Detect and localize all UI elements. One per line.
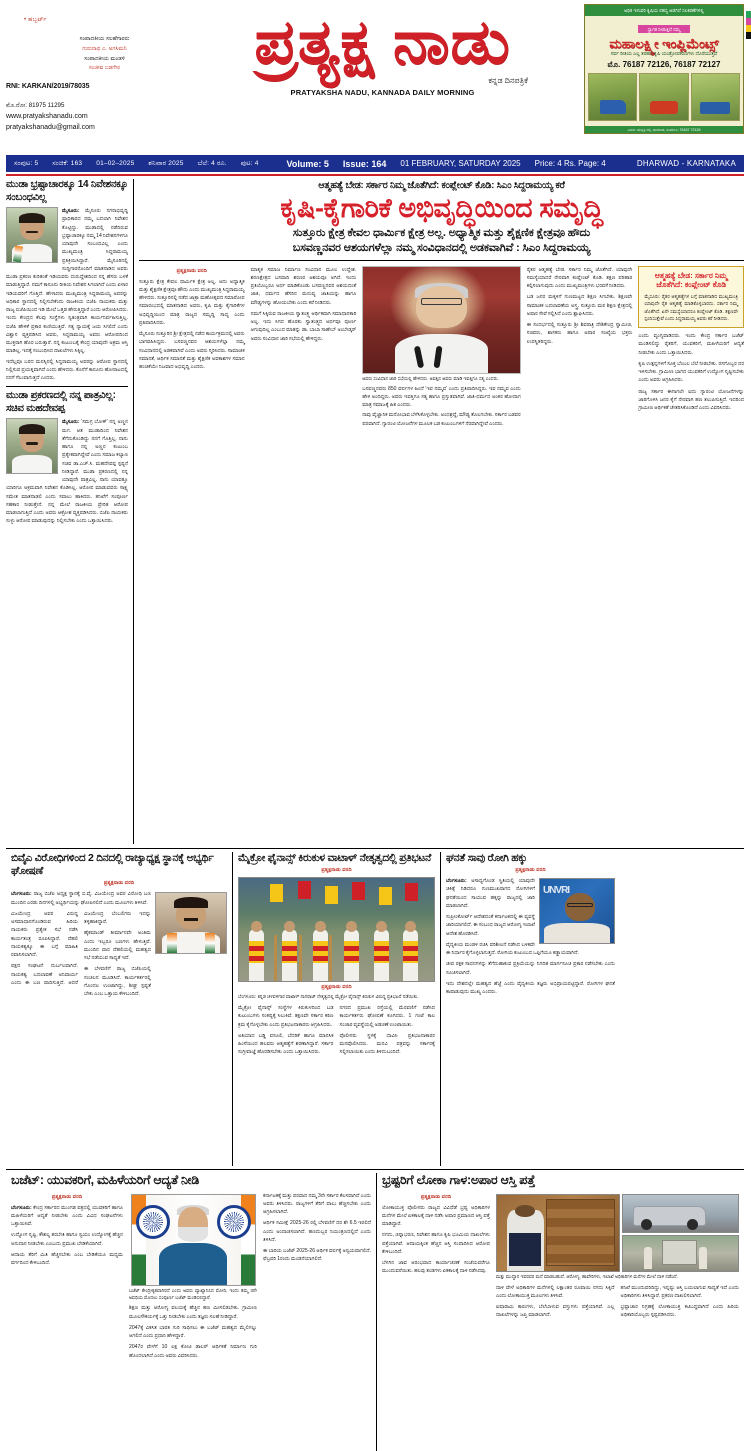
row2-story1-para-2: ವಿಜಯೇಂದ್ರ ಅವರ ವಿರುದ್ಧ ಅಸಮಾಧಾನಗೊಂಡಿರುವ ಹಿರಿಯ ನಾಯಕರು ಪ್ರತ್ಯೇಕ ಸಭೆ ನಡೆಸಿ ಕಾರ್ಯತಂತ್ರ ರೂಪಿಸಿದ್ದಾರೆ. ದೆಹಲಿ ನಾಯಕತ್ವಕ್ಕೂ ಈ ಬಗ್ಗೆ ಮಾಹಿತಿ ರವಾನಿಸಲಾಗಿದೆ.: [11, 910, 78, 958]
row3-story2-p1: ಲೋಕಾಯುಕ್ತ ಪೊಲೀಸರು ರಾಜ್ಯದ ವಿವಿಧೆಡೆ ಭ್ರಷ್ಟ ಅಧಿಕಾರಿಗಳ ಮನೆಗಳ ಮೇಲೆ ಏಕಕಾಲಕ್ಕೆ ದಾಳಿ ನಡೆಸಿ ಅಪಾರ ಪ್ರಮಾಣದ ಆಸ್ತಿ ಪತ್ತೆ ಮಾಡಿದ್ದಾರೆ.: [382, 1204, 490, 1228]
info-kn-issue: ಸಂಚಿಕೆ: 163: [52, 159, 83, 167]
row2-story2-para-2: ಅತಿಯಾದ ಬಡ್ಡಿ ವಸೂಲಿ, ಬೆದರಿಕೆ ಹಾಗೂ ಮಾನಸಿಕ ಹಿಂಸೆಯಿಂದ ಹಲವರು ಆತ್ಮಹತ್ಯೆಗೆ ಶರಣಾಗಿದ್ದಾರೆ. ಸರ್ಕಾರ ಸುಗ್ರೀವಾಜ್ಞೆ ಹೊರಡಿಸಬೇಕು ಎಂದು ಒತ್ತಾಯಿಸಿದರು.: [238, 1032, 334, 1056]
row3-story2-caption: ಮತ್ತು ಮುದ್ದಾನ ಇವರವರ ಮನೆ ಮಾಡಬಹುದೆ. ಆರೋಗ್ಯ, ಹಾವೇರಿಗಳು, ಇಲಾಖೆ ಅಧಿಕಾರಿಗಳ ಮನೆಗಳ ಮೇಲೆ ದಾಳಿ ನಡೆಸಿದೆ.: [496, 1273, 678, 1279]
row3-story1-p4: ಶಿಕ್ಷಣ ಮತ್ತು ಆರೋಗ್ಯ ವಲಯಕ್ಕೆ ಹೆಚ್ಚಿನ ಹಣ ಮೀಸಲಿಡಬೇಕು. ಗ್ರಾಮೀಣ ಮೂಲಸೌಕರ್ಯಕ್ಕೆ ಒತ್ತು ನೀಡಬೇಕು ಎಂದು ತಜ್ಞರು ಸಲಹೆ ನೀಡಿದ್ದಾರೆ.: [129, 1305, 257, 1320]
raid-photo-vehicles: [622, 1194, 739, 1234]
row3-story1-place: ಬೆಂಗಳೂರು:: [11, 1204, 32, 1211]
row3-story1-headline: ಬಜೆಟ್: ಯುವಕರಿಗೆ, ಮಹಿಳೆಯರಿಗೆ ಆದ್ಯತೆ ನೀಡಿ: [11, 1173, 199, 1187]
ad-ribbon: [585, 18, 743, 36]
row3-story1-p7: ಕರ್ನಾಟಕಕ್ಕೆ ಮತ್ತು ಪರವಾದ ನಮ್ಮ 3ನೇ ಸರ್ಕಾರ ಕೆಲಸವಾಗಿದೆ ಎಂದು ಅವರು ತಿಳಿಸಿದರು. ರಾಜ್ಯಗಳಿಗೆ ತೆರಿಗೆ ಪಾಲು ಹೆಚ್ಚಿಸಬೇಕು ಎಂದು ಆಗ್ರಹಿಸಲಾಗಿದೆ.: [263, 1192, 371, 1216]
row2-story3-byline: ಪ್ರತ್ಯಕ್ಷನಾಡು ವರದಿ: [515, 867, 546, 874]
left-story-1-photo: [6, 207, 58, 263]
registration-color-bar: [746, 11, 751, 39]
lokayukta-raid-photos: [496, 1194, 739, 1272]
row3-story2-p6: ತನಿಖೆ ಮುಂದುವರಿದಿದ್ದು, ಇನ್ನಷ್ಟು ಆಸ್ತಿ ಬಯಲಾಗುವ ಸಾಧ್ಯತೆ ಇದೆ ಎಂದು ಅಧಿಕಾರಿಗಳು ತಿಳಿಸಿದ್ದಾರೆ. ಪ್ರಕರಣ ದಾಖಲಿಸಲಾಗಿದೆ.: [620, 1284, 739, 1299]
row3-story1-p1: ಕೇಂದ್ರ ಸರ್ಕಾರದ ಮುಂಗಡ ಪತ್ರದಲ್ಲಿ ಯುವಕರಿಗೆ ಹಾಗೂ ಮಹಿಳೆಯರಿಗೆ ಆದ್ಯತೆ ನೀಡಬೇಕು ಎಂದು ವಿವಿಧ ಸಂಘಟನೆಗಳು ಒತ್ತಾಯಿಸಿವೆ.: [11, 1204, 123, 1228]
row2-story1-para-3: ಪಕ್ಷದ ಸಂಘಟನೆ ದುರ್ಬಲವಾಗಿದೆ. ನಾಯಕತ್ವ ಬದಲಾವಣೆ ಅನಿವಾರ್ಯ ಎಂದು ಈ ಬಣ ವಾದಿಸುತ್ತಿದೆ. ಆದರೆ ವಿಜಯೇಂದ್ರ ಬೆಂಬಲಿಗರು ಇದನ್ನು ತಳ್ಳಿಹಾಕಿದ್ದಾರೆ.: [11, 910, 151, 986]
lead-para-1: ಸುತ್ತೂರು ಕ್ಷೇತ್ರ ಕೇವಲ ಧಾರ್ಮಿಕ ಕ್ಷೇತ್ರ ಅಲ್ಲ. ಅದು ಅಧ್ಯಾತ್ಮಿಕ ಮತ್ತು ಶೈಕ್ಷಣಿಕ ಕ್ಷೇತ್ರವೂ ಹೌದು ಎಂದು ಮುಖ್ಯಮಂತ್ರಿ ಸಿದ್ದರಾಮಯ್ಯ ಹೇಳಿದರು. ಸುತ್ತೂರಿನಲ್ಲಿ ನಡೆದ ಜಾತ್ರಾ ಮಹೋತ್ಸವದ ಸಮಾರೋಪ ಸಮಾರಂಭದಲ್ಲಿ ಮಾತನಾಡಿದ ಅವರು, ಕೃಷಿ ಮತ್ತು ಕೈಗಾರಿಕೆಗಳ ಅಭಿವೃದ್ಧಿಯಿಂದ ಮಾತ್ರ ರಾಜ್ಯದ ಸಮೃದ್ಧಿ ಸಾಧ್ಯ ಎಂದು ಪ್ರತಿಪಾದಿಸಿದರು.: [139, 278, 245, 326]
row3-story2-col1: [382, 1192, 490, 1321]
row2-story1-body: [11, 910, 151, 999]
ad-product-photos: [585, 73, 743, 121]
row2-story3-place: ಬೆಂಗಳೂರು:: [446, 878, 467, 885]
left-story-1-text2: ಇದೆಲ್ಲವೂ ಬರದ ಮನಸ್ಸಿನಲ್ಲಿ ಸಿದ್ದರಾಮಯ್ಯ ಅವರನ್ನು ಆರೋಪ ಸ್ಥಾನದಲ್ಲಿ ನಿಲ್ಲಿಸುವ ಪ್ರಯತ್ನವಾಗಿದೆ ಎಂದು ಹೇಳಿದರು. ಕೊನೆಗೆ ಕಾನೂನು ಹೋರಾಟದಲ್ಲಿ ನನಗೆ ಗೆಲುವಾಗುತ್ತದೆ ಎಂದರು.: [6, 358, 128, 381]
info-kn-month: ಶನಿವಾರ 2025: [148, 159, 184, 167]
ad-title: ಮಹಾಲಕ್ಷ್ಮೀ ಇಂಪ್ಲಿಮೆಂಟ್ಸ್: [609, 35, 719, 51]
row2-story3-para-1: ಅಸಾಧ್ಯಗೊಂಡ ಸ್ಥಿತಿಯಲ್ಲಿ ಯಾವುದೇ ಚಿಕಿತ್ಸೆ ನಿಡಿದರೂ ಗುಣಮುಖರಾಗದ ರೋಗಿಗಳಿಗೆ ಘನತೆಯಿಂದ ಸಾಯುವ ಹಕ್ಕನ್ನು ರಾಜ್ಯದಲ್ಲಿ ಜಾರಿ ಮಾಡಲಾಗಿದೆ.: [446, 878, 535, 909]
ad-description: ಸರ್ವ ರೀತಿಯ ಎಲ್ಲ ತರಹದ ಕೃಷಿ ಯಂತ್ರೋಪಕರಣಗಳು ದೊರೆಯುತ್ತವೆ: [610, 51, 718, 57]
info-region: DHARWAD - KARNATAKA: [636, 159, 736, 168]
lead-subhead-1: ಸುತ್ತೂರು ಕ್ಷೇತ್ರ ಕೇವಲ ಧಾರ್ಮಿಕ ಕ್ಷೇತ್ರ ಅಲ್ಲ. ಅಧ್ಯಾತ್ಮಿಕ ಮತ್ತು ಶೈಕ್ಷಣಿಕ ಕ್ಷೇತ್ರವೂ ಹೌದು: [292, 226, 591, 239]
row3-story1-col2: [129, 1192, 257, 1360]
modi-photo: [131, 1194, 256, 1286]
masthead-advertisement[interactable]: [584, 4, 744, 134]
left-divider: [6, 386, 128, 387]
highlight-box-headline: ಆತ್ಮಹತ್ಯೆ ಬೇಡ: ಸರ್ಕಾರ ನಿಮ್ಮ ಜೊತೆಗಿದೆ: ಕಂಪ್ಲೇಂಟ್ ಕೊಡಿ: [654, 270, 728, 290]
row3-story2-col2: [496, 1192, 739, 1321]
row3-story-lokayukta[interactable]: [376, 1173, 744, 1451]
lead-body-columns: [139, 266, 744, 428]
info-issue: Issue: 164: [342, 158, 387, 169]
row2-story2-photo-byline: ಪ್ರತ್ಯಕ್ಷನಾಡು ವರದಿ: [321, 984, 352, 991]
row2-story2-para-1: ಮೈಕ್ರೋ ಫೈನಾನ್ಸ್ ಸಂಸ್ಥೆಗಳ ಕಿರುಕುಳದಿಂದ ಬಡ ಕುಟುಂಬಗಳು ಸಂಕಷ್ಟಕ್ಕೆ ಸಿಲುಕಿವೆ. ತಕ್ಷಣವೇ ಸರ್ಕಾರ ಕಠಿಣ ಕ್ರಮ ಕೈಗೊಳ್ಳಬೇಕು ಎಂದು ಪ್ರತಿಭಟನಾಕಾರರು ಆಗ್ರಹಿಸಿದರು.: [238, 1005, 334, 1028]
row2-story2-byline: ಪ್ರತ್ಯಕ್ಷನಾಡು ವರದಿ: [321, 867, 352, 874]
left-story-2-photo: [6, 418, 58, 474]
row3-story2-p4: ದಾಳಿ ವೇಳೆ ಅಧಿಕಾರಿಗಳ ಮನೆಗಳಲ್ಲಿ ಲಕ್ಷಾಂತರ ರೂಪಾಯಿ ನಗದು ಸಿಕ್ಕಿದೆ ಎಂದು ಲೋಕಾಯುಕ್ತ ಮೂಲಗಳು ತಿಳಿಸಿವೆ.: [496, 1284, 615, 1299]
row3-story-budget[interactable]: [6, 1173, 376, 1451]
row2-story-microfinance[interactable]: [232, 852, 440, 1166]
protest-photo: [238, 877, 435, 982]
row2-story1-byline: ಪ್ರತ್ಯಕ್ಷನಾಡು ವರದಿ: [103, 880, 135, 887]
newspaper-logo: ಪ್ರತ್ಯಕ್ಷ ನಾಡು: [254, 8, 511, 77]
row3-story2-byline: ಪ್ರತ್ಯಕ್ಷನಾಡು ವರದಿ: [420, 1193, 452, 1200]
row3-story1-p9: ಈ ಬಾರಿಯ ಬಜೆಟ್ 2025-26 ಆರ್ಥಿಕ ವರ್ಷಕ್ಕೆ ಅನ್ವಯವಾಗಲಿದೆ. ಫೆಬ್ರವರಿ 1ರಂದು ಮಂಡನೆಯಾಗಲಿದೆ.: [263, 1248, 371, 1263]
lead-col-1: [139, 266, 245, 428]
row2-story2-caption: ಬೆಂಗಳೂರು: ಕನ್ನಡ ಚಳವಳಿಗಾರ ವಾಟಾಳ್ ನಾಗರಾಜ್ ನೇತೃತ್ವದಲ್ಲಿ ಮೈಕ್ರೋ ಫೈನಾನ್ಸ್ ಕಿರುಕುಳ ವಿರುದ್ಧ ಪ್ರತಿಭಟನೆ ನಡೆಯಿತು.: [238, 994, 419, 1000]
row3-story1-p2: ಉದ್ಯೋಗ ಸೃಷ್ಟಿ, ಕೌಶಲ್ಯ ತರಬೇತಿ ಹಾಗೂ ಸ್ವಯಂ ಉದ್ಯೋಗಕ್ಕೆ ಹೆಚ್ಚಿನ ಅನುದಾನ ನೀಡಬೇಕು ಎಂಬುದು ಪ್ರಮುಖ ಬೇಡಿಕೆಯಾಗಿದೆ.: [11, 1232, 123, 1247]
row3-story2-p7: ಭ್ರಷ್ಟಾಚಾರ ನಿಗ್ರಹಕ್ಕೆ ಲೋಕಾಯುಕ್ತ ಕಟಿಬದ್ಧವಾಗಿದೆ ಎಂದು ಹಿರಿಯ ಅಧಿಕಾರಿಯೊಬ್ಬರು ಸ್ಪಷ್ಟಪಡಿಸಿದರು.: [620, 1304, 739, 1319]
contact-phone: ಮೊ.ನೋ: 81975 11295: [6, 101, 65, 109]
lead-col-2: [251, 266, 357, 428]
row3-story1-byline: ಪ್ರತ್ಯಕ್ಷನಾಡು ವರದಿ: [51, 1193, 83, 1200]
editor-role-1: ಸಂಪಾದಕೀಯ ಸಲಹೆಗಾರರು: [79, 36, 130, 42]
row2-story1-para-4: ಹೈಕಮಾಂಡ್ ತೀರ್ಮಾನವೇ ಅಂತಿಮ ಎಂದು ಇಬ್ಬರೂ ಬಣಗಳು ಹೇಳುತ್ತಿವೆ. ಮುಂದಿನ ವಾರ ದೆಹಲಿಯಲ್ಲಿ ಮಹತ್ವದ ಸಭೆ ನಡೆಯುವ ಸಾಧ್ಯತೆ ಇದೆ.: [84, 930, 151, 961]
row2-story3-para-3: ವೈದ್ಯಕೀಯ ಮಂಡಳಿ ರಚಿಸಿ ಪರಿಶೀಲನೆ ನಡೆಸಿದ ಬಳಿಕವೇ ಈ ನಿರ್ಧಾರ ಕೈಗೊಳ್ಳಲಾಗುತ್ತದೆ. ರೋಗಿಯ ಕುಟುಂಬದ ಒಪ್ಪಿಗೆಯೂ ಕಡ್ಡಾಯವಾಗಿದೆ.: [446, 941, 579, 957]
contact-email[interactable]: pratyakshanadu@gmail.com: [6, 124, 95, 132]
row3-story1-caption: ಬಜೆಟ್ ಕೇಂದ್ರೀಕೃತವಾಗಿರದೆ ಎಂದು ಅವರು ವ್ಯಾಖ್ಯಾನಿಸಿದ ಮೋದಿ, ಇಂದು ತಮ್ಮ 3ನೇ ಅವಧಿಯ ಮೊದಲು ಸಂಪೂರ್ಣ ಬಜೆಟ್ ಮಂಡಿಸಲಿದ್ದಾರೆ.: [129, 1287, 257, 1300]
row3-story1-p3: ಆದಾಯ ತೆರಿಗೆ ಮಿತಿ ಹೆಚ್ಚಿಸಬೇಕು ಎಂಬ ಬೇಡಿಕೆಯೂ ಮಧ್ಯಮ ವರ್ಗದಿಂದ ಕೇಳಿಬಂದಿದೆ.: [11, 1251, 123, 1267]
lead-subhead-2: ಬಸವಣ್ಣನವರ ಆಶಯಗಳೆಲ್ಲಾ ನಮ್ಮ ಸಂವಿಧಾನದಲ್ಲಿ ಅಡಕವಾಗಿವೆ : ಸಿಎಂ ಸಿದ್ದರಾಮಯ್ಯ: [292, 242, 591, 255]
row2-story2-headline: ಮೈಕ್ರೋ ಫೈನಾನ್ಸ್ ಕಿರುಕುಳ ವಾಟಾಳ್ ನೇತೃತ್ವದಲ್ಲಿ ಪ್ರತಿಭಟನೆ: [238, 852, 432, 864]
lead-divider: [139, 260, 744, 261]
left-story-1-text: ಮೈಸೂರು ನಗರಾಭಿವೃದ್ಧಿ ಪ್ರಾಧಿಕಾರದ ನಮ್ಮ ಬದಲಾಗಿ ನಿವೇಶನ ಕೊಟ್ಟಿದ್ದು. ಮುಡಾದಲ್ಲಿ ನಡೆದಿರುವ ಭ್ರಷ್ಟಾಚಾರಕ್ಕೂ ನಮ್ಮ 14 ನಿವೇಶನಗಳಿಗೂ ಯಾವುದೇ ಸಂಬಂಧವಿಲ್ಲ ಎಂದು ಮುಖ್ಯಮಂತ್ರಿ ಸಿದ್ದರಾಮಯ್ಯ ಪ್ರತಿಕ್ರಿಯಿಸಿದ್ದಾರೆ. ಮೈಸೂರಿನಲ್ಲಿ ಸುದ್ದಿಗಾರರೊಂದಿಗೆ ಮಾತನಾಡಿದ ಅವರು ಮುಡಾ ಪ್ರಕರಣ ಕುರಿತಂತೆ ಇಡಿಯವರು ದುರುದ್ದೇಶದಿಂದ ನನ್ನ ಹೆಸರು ಬಳಕೆ ಮಾಡುತ್ತಿದ್ದಾರೆ. ನಮಗೆ ಕಾನೂನು ರೀತಿಯ ನಿವೇಶನ ಸಿಗಲಾಗಿದೆ ಎಂದು ಏಳಾರ ಇಡಿಯವರಿಗೆ ಗೊತ್ತಿದೆ. ಹೇಳಾದರು ಮುಖ್ಯಮಂತ್ರಿ ಸಿದ್ದರಾಮಯ್ಯ ಅವರನ್ನು ಅಧಿಕಾರ ಸ್ಥಾನದಲ್ಲಿ ನಿಲ್ಲಿಸಬೇಕೆಂದು ರಾಜಕೀಯ ಬಿಜೆಪಿ ನಾಯಕರು ಮತ್ತು ರಾಜ್ಯ ಬಿಜೆಪಿಯಿಂದ ಇಡಿ ಮೇಲೆ ಒತ್ತಡ ಹೇರುತ್ತಿದ್ದಾರೆ ಎಂದು ಆರೋಪಿಸಿದರು. ಇಂದು ಕೇಂದ್ರದ ಕೆಲವು ಸಂಸ್ಥೆಗಳು ಸ್ವತಂತ್ರವಾಗಿ ಕಾರ್ಯನಿರ್ವಹಿಸುತ್ತಿಲ್ಲ. ಬಿಜೆಪಿ ಹೇಳಿಕೆ ಪ್ರಕಾರ ಕುಣಿಯುತ್ತಿವೆ. ಸತ್ಯ ನ್ಯಾಯಕ್ಕೆ ಜಯ ಸಿಗಲಿದೆ ಎಂದು ವಿಶ್ವಾಸ ವ್ಯಕ್ತಪಡಿಸಿದ ಅವರು, ಸಿದ್ದರಾಮಯ್ಯ ಅವರು ಆರೋಪದಿಂದ ಮುಕ್ತರಾಗಿ ಹೊರ ಬರುತ್ತಾರೆ. ನನ್ನ ಕುಟುಂಬಕ್ಕೆ ಕೇಂದ್ರ ಯಾವುದೇ ಅಕ್ರಮ ಆಸ್ತಿ ಮಾಡಿಲ್ಲ. ಇದಕ್ಕೆ ಸಂಬಂಧಿಸಿದ ದಾಖಲೆಗಳು ಸಿಕ್ಕಿಲ್ಲ.: [6, 208, 128, 355]
lead-col-3: [362, 266, 520, 428]
speaker-photo: UNVRI: [539, 878, 615, 944]
left-story-2[interactable]: [6, 390, 128, 525]
row2-story2-para-3: ನಗರದ ಪ್ರಮುಖ ರಸ್ತೆಯಲ್ಲಿ ಮೆರವಣಿಗೆ ನಡೆಸಿದ ಕಾರ್ಯಕರ್ತರು ಘೋಷಣೆ ಕೂಗಿದರು. 1 ಗಂಟೆ ಕಾಲ ಸಂಚಾರ ವ್ಯವಸ್ಥೆಯಲ್ಲಿ ಅಡಚಣೆ ಉಂಟಾಯಿತು.: [339, 1005, 435, 1028]
left-sidebar-column: [6, 179, 134, 844]
ad-phone-numbers: 76187 72126, 76187 72127: [622, 60, 721, 70]
ad-photo-trailer: [691, 73, 740, 121]
logo-subtitle-english: PRATYAKSHA NADU, KANNADA DAILY MORNING: [290, 88, 475, 98]
lead-para-8: ಬಡ ಜನರ ಮಕ್ಕಳಿಗೆ ಗುಣಮಟ್ಟದ ಶಿಕ್ಷಣ ಸಿಗಬೇಕು. ಶಿಕ್ಷಣವೇ ಸಾಮಾಜಿಕ ಬದಲಾವಣೆಯ ಅಸ್ತ್ರ. ಸುತ್ತೂರು ಮಠ ಶಿಕ್ಷಣ ಕ್ಷೇತ್ರದಲ್ಲಿ ಅಪಾರ ಸೇವೆ ಸಲ್ಲಿಸಿದೆ ಎಂದು ಶ್ಲಾಘಿಸಿದರು.: [526, 294, 633, 317]
info-kn-pages: ಪುಟ: 4: [240, 159, 259, 167]
logo-subtitle-kannada: ಕನ್ನಡ ದಿನಪತ್ರಿಕೆ: [488, 76, 528, 86]
lead-para-7: ರೈತರ ಆತ್ಮಹತ್ಯೆ ಬೇಡ. ಸರ್ಕಾರ ನಿಮ್ಮ ಜೊತೆಗಿದೆ. ಯಾವುದೇ ಸಮಸ್ಯೆಯಾದರೆ ನೇರವಾಗಿ ಕಂಪ್ಲೇಂಟ್ ಕೊಡಿ. ತಕ್ಷಣ ಪರಿಹಾರ ಕಲ್ಪಿಸಲಾಗುವುದು ಎಂದು ಮುಖ್ಯಮಂತ್ರಿಗಳು ಭರವಸೆ ನೀಡಿದರು.: [526, 266, 633, 290]
row2-story2-body: [238, 1004, 435, 1058]
lead-para-5: ಬಸವಣ್ಣನವರು 850 ವರ್ಷಗಳ ಹಿಂದೆ 'ಇವ ನಮ್ಮವ' ಎಂದು ಪ್ರತಿಪಾದಿಸಿದ್ದರು. ಇವ ನಮ್ಮವ ಎಂದು ಹೇಳಿ ಅಂದಿದ್ದರು. ಅವರು ಇವತ್ತಿಗೂ ಸತ್ಯ ಹಾಗೂ ಪ್ರಸ್ತುತವಾಗಿವೆ. ಜಾತಿ-ಧರ್ಮದ ಅಂತರ ಹೋದಾಗ ಮಾತ್ರ ಸಮಾಜಕ್ಕೆ ಹಿತ ಎಂದರು.: [362, 385, 521, 409]
masthead-bullet: • ಹಬ್ಬರ್ಟ್: [24, 17, 47, 23]
masthead-editorial-block: [6, 35, 181, 74]
main-content-row: [6, 179, 744, 844]
lead-para-4: ನಮಗೆ ಸಿಕ್ಕಿರುವ ರಾಜಕೀಯ ಸ್ವಾತಂತ್ರ್ಯ ಆರ್ಥಿಕವಾಗಿ ಸಮಾಧಾನಕಾರಿ ಅಲ್ಲ. ಇದು ಸಿಗದ ಹೊರತು ಸ್ವಾತಂತ್ರ್ಯದ ಅರ್ಥವೂ ಪೂರ್ಣ ಆಗುವುದಿಲ್ಲ ಎಂಬುದ ಮಾತನ್ನು ಡಾ. ಬಾಬಾ ಸಾಹೇಬ್ ಅಂಬೇಡ್ಕರ್ ಅವರು ಸಂವಿಧಾನ ಜಾರಿ ಸಭೆಯಲ್ಲಿ ಹೇಳಿದ್ದರು.: [250, 310, 357, 342]
row2-story3-headline: ಘನತೆ ಸಾವು ರೋಗಿ ಹಕ್ಕು: [446, 852, 528, 864]
row3-story1-p5: 2047ಕ್ಕೆ ವಿಕಸಿತ ಭಾರತ ಗುರಿ ಸಾಧಿಸಲು ಈ ಬಜೆಟ್ ಮಹತ್ವದ ಮೈಲಿಗಲ್ಲು ಆಗಲಿದೆ ಎಂದು ಪ್ರಧಾನಿ ಹೇಳಿದ್ದಾರೆ.: [129, 1324, 257, 1340]
ad-phone: [585, 60, 743, 70]
left-story-1-headline: ಮುಡಾ ಭ್ರಷ್ಟಾಚಾರಕ್ಕೂ 14 ನಿವೇಶನಕ್ಕೂ ಸಂಬಂಧವಿಲ್ಲ: [6, 179, 128, 203]
row2-story1-place: ಬೆಂಗಳೂರು:: [11, 891, 32, 898]
cm-siddaramaiah-photo: [362, 266, 520, 374]
lead-para-6: ನಾವು ವೈಜ್ಞಾನಿಕ ಮನೋಭಾವ ಬೆಳೆಸಿಕೊಳ್ಳಬೇಕು. ಅಂಧಶ್ರದ್ಧೆ, ಮೌಢ್ಯ ತೊಲಗಬೇಕು. ಸರ್ಕಾರ ಬಡವರ ಪರವಾಗಿದೆ. ಗ್ಯಾರಂಟಿ ಯೋಜನೆಗಳ ಮೂಲಕ ಬಡ ಕುಟುಂಬಗಳಿಗೆ ನೆರವಾಗಿದ್ದೇವೆ ಎಂದರು.: [362, 412, 521, 427]
left-story-1-place: ಮೈಸೂರು:: [62, 208, 80, 214]
info-date: 01 FEBRUARY, SATURDAY 2025: [400, 159, 521, 168]
left-story-1[interactable]: [6, 179, 128, 382]
secondary-stories-row: [6, 848, 744, 1166]
info-volume: Volume: 5: [286, 158, 329, 169]
row3-story2-headline: ಭ್ರಷ್ಟರಿಗೆ ಲೋಕಾ ಗಾಳ:ಅಪಾರ ಆಸ್ತಿ ಪತ್ತೆ: [382, 1173, 536, 1187]
editor-name-2: ಸಂಜೀವ ಬಡಗೇರ: [88, 65, 121, 72]
editor-role-2: ಸಂಪಾದಕೀಯ ಮಂಡಳಿ: [84, 55, 125, 62]
info-price: Price: 4 Rs. Page: 4: [534, 159, 606, 168]
info-kn-volume: ಸಂಪುಟ: 5: [14, 159, 39, 167]
row2-story2-para-4: ಪೊಲೀಸರು ಸ್ಥಳಕ್ಕೆ ಧಾವಿಸಿ ಪ್ರತಿಭಟನಾಕಾರರ ಮನವೊಲಿಸಿದರು. ಮನವಿ ಪತ್ರವನ್ನು ಸರ್ಕಾರಕ್ಕೆ ಸಲ್ಲಿಸಲಾಯಿತು ಎಂದು ತಿಳಿದುಬಂದಿದೆ.: [339, 1032, 435, 1056]
row3-story2-p3: ಬೆಳಗಿನ ಜಾವ ಆರಂಭವಾದ ಕಾರ್ಯಾಚರಣೆ ಸಂಜೆಯವರೆಗೂ ಮುಂದುವರೆಯಿತು. ಹಲವು ತಂಡಗಳು ಏಕಕಾಲಕ್ಕೆ ದಾಳಿ ನಡೆಸಿದವು.: [382, 1260, 490, 1275]
lead-para-2: ಮೈಸೂರು ಸುತ್ತೂರಿನ ಶ್ರೀ ಕ್ಷೇತ್ರದಲ್ಲಿ ನಡೆದ ಕಾರ್ಯಕ್ರಮದಲ್ಲಿ ಅವರು ಭಾಗವಹಿಸಿದ್ದರು. ಬಸವಣ್ಣನವರ ಆಶಯಗಳೆಲ್ಲಾ ನಮ್ಮ ಸಂವಿಧಾನದಲ್ಲಿ ಅಡಕವಾಗಿವೆ ಎಂದು ಅವರು ಸ್ಮರಿಸಿದರು. ಸಾಮಾಜಿಕ ಸಮಾನತೆ, ಆರ್ಥಿಕ ಸಮಾನತೆ ಮತ್ತು ಶೈಕ್ಷಣಿಕ ಅವಕಾಶಗಳ ಸಮಾನ ಹಂಚಿಕೆಯೇ ನಿಜವಾದ ಅಭಿವೃದ್ಧಿ ಎಂದರು.: [139, 331, 245, 371]
row3-story1-col1: [11, 1192, 123, 1360]
row3-story1-p6: 2047ರ ವೇಳೆಗೆ 10 ಲಕ್ಷ ಕೋಟಿ ಡಾಲರ್ ಆರ್ಥಿಕತೆ ನಿರ್ಮಾಣ ಗುರಿ ಹೊಂದಲಾಗಿದೆ ಎಂದು ಅವರು ವಿವರಿಸಿದರು.: [129, 1344, 257, 1359]
bjp-leader-photo: [155, 892, 227, 954]
ad-photo-rotavator: [639, 73, 688, 121]
issue-info-bar: [6, 155, 744, 172]
row2-story-dignified-death[interactable]: [440, 852, 620, 1166]
highlight-box-text: ಮೈಸೂರು: ರೈತರ ಆತ್ಮಹತ್ಯೆಗಳ ಬಗ್ಗೆ ಮಾತನಾಡಿದ ಮುಖ್ಯಮಂತ್ರಿ ಯಾವುದೇ ರೈತ ಆತ್ಮಹತ್ಯೆ ಮಾಡಿಕೊಳ್ಳಬಾರದು. ಸರ್ಕಾರ ನಿಮ್ಮ ಜೊತೆಗಿದೆ. ಏನೇ ಸಮಸ್ಯೆಯಾದರೂ ಕಂಪ್ಲೇಂಟ್ ಕೊಡಿ. ತಕ್ಷಣವೇ ಸ್ಪಂದಿಸುತ್ತೇವೆ ಎಂದು ಸಿದ್ದರಾಮಯ್ಯ ಅವರು ಕರೆ ನೀಡಿದರು.: [644, 293, 739, 322]
editor-name-1: ಗುರುನಾಥ ಎ. ಅಗಸಿಮನಿ: [82, 45, 127, 52]
raid-photo-gate: [622, 1235, 739, 1271]
row3-story2-p5: ಐಷಾರಾಮಿ ಕಾರುಗಳು, ಬೆಲೆಬಾಳುವ ವಸ್ತುಗಳು ಪತ್ತೆಯಾಗಿವೆ. ಎಲ್ಲ ದಾಖಲೆಗಳನ್ನು ಜಪ್ತಿ ಮಾಡಲಾಗಿದೆ.: [496, 1304, 615, 1319]
lead-col-5-sidebar: [638, 266, 744, 428]
masthead-left-info: [6, 4, 181, 134]
ad-phone-label: ಮೊ.: [607, 60, 621, 70]
left-story-2-text: 'ಸಮಗ್ರ ಬೋಕ್' ನನ್ನ ಅಣ್ಣನ ಮಗ. ಆತ ಮುಡಾದಿಂದ ನಿವೇಶನ ತೆಗೆದುಕೊಂಡಿದ್ದು ನನಗೆ ಗೊತ್ತಿಲ್ಲ. ನಾನು ಹಾಗೂ ನನ್ನ ಅಣ್ಣನ ಕುಟುಂಬ ಪ್ರತ್ಯೇಕವಾಗಿದ್ದೇವೆ ಎಂದು ಸಮಾಜ ಕಲ್ಯಾಣ ಸಚಿವ ಡಾ.ಎಚ್.ಸಿ. ಮಹದೇವಪ್ಪ ಸ್ಪಷ್ಟನೆ ನೀಡಿದ್ದಾರೆ. ಮುಡಾ ಪ್ರಕರಣದಲ್ಲಿ ನನ್ನ ಯಾವುದೇ ಪಾತ್ರವಿಲ್ಲ. ನಾನು ಯಾವತ್ತೂ ಯಾರಿಗೂ ಅಕ್ರಮವಾಗಿ ನಿವೇಶನ ಕೊಡಿಸಿಲ್ಲ. ಆರೋಪ ಮಾಡುವವರು ಸಾಕ್ಷ್ಯ ಸಮೇತ ಮಾತನಾಡಲಿ ಎಂದು ಸವಾಲು ಹಾಕಿದರು. ತನಿಖೆಗೆ ಸಂಪೂರ್ಣ ಸಹಕಾರ ನೀಡುತ್ತೇನೆ. ನನ್ನ ಮೇಲೆ ರಾಜಕೀಯ ಪ್ರೇರಿತ ಆರೋಪ ಮಾಡಲಾಗುತ್ತಿದೆ ಎಂದು ಅವರು ಆಕ್ರೋಶ ವ್ಯಕ್ತಪಡಿಸಿದರು. ಬಿಜೆಪಿ ನಾಯಕರು ಸುಳ್ಳು ಆರೋಪ ಮಾಡುವುದನ್ನು ನಿಲ್ಲಿಸಬೇಕು ಎಂದು ಒತ್ತಾಯಿಸಿದರು.: [6, 419, 128, 525]
row2-story1-para-1: ರಾಜ್ಯ ಬಿಜೆಪಿ ಅಧ್ಯಕ್ಷ ಸ್ಥಾನಕ್ಕೆ ಬಿ.ವೈ. ವಿಜಯೇಂದ್ರ ಅವರ ವಿರೋಧಿ ಬಣ ಮುಂದಿನ ಎರಡು ದಿನಗಳಲ್ಲಿ ಅಭ್ಯರ್ಥಿಯನ್ನು ಘೋಷಿಸಲಿದೆ ಎಂದು ಮೂಲಗಳು ತಿಳಿಸಿವೆ.: [11, 891, 151, 906]
row3-story1-col3: [263, 1192, 371, 1360]
masthead-rule: [6, 174, 744, 176]
lead-story-area: [134, 179, 744, 844]
contact-website[interactable]: www.pratyakshanadu.com: [6, 112, 88, 120]
row3-story2-body: [496, 1284, 739, 1322]
rni-number: RNI: KARKAN/2019/78035: [6, 83, 90, 91]
lead-byline: ಪ್ರತ್ಯಕ್ಷನಾಡು ವರದಿ: [176, 267, 207, 274]
info-kn-price: ಬೆಲೆ: 4 ರೂ.: [197, 159, 227, 167]
lead-headline: ಕೃಷಿ-ಕೈಗಾರಿಕೆ ಅಭಿವೃದ್ಧಿಯಿಂದ ಸಮೃದ್ಧಿ: [280, 192, 603, 223]
row3-story2-p2: ನಗದು, ಚಿನ್ನಾಭರಣ, ನಿವೇಶನ ಹಾಗೂ ಕೃಷಿ ಭೂಮಿಯ ದಾಖಲೆಗಳು ಪತ್ತೆಯಾಗಿವೆ. ಆದಾಯಕ್ಕಿಂತ ಹೆಚ್ಚಿನ ಆಸ್ತಿ ಸಂಪಾದಿಸಿದ ಆರೋಪ ಕೇಳಿಬಂದಿದೆ.: [382, 1232, 490, 1255]
masthead-contact: [6, 101, 181, 134]
lead-sidebar-para-3: ರಾಜ್ಯ ಸರ್ಕಾರ ಈಗಾಗಲೇ ಐದು ಗ್ಯಾರಂಟಿ ಯೋಜನೆಗಳನ್ನು ಜಾರಿಗೊಳಿಸಿ ಜನರ ಕೈಗೆ ನೇರವಾಗಿ ಹಣ ತಲುಪಿಸುತ್ತಿದೆ. ಇದರಿಂದ ಗ್ರಾಮೀಣ ಆರ್ಥಿಕತೆ ಚೇತರಿಸಿಕೊಂಡಿದೆ ಎಂದು ವಿವರಿಸಿದರು.: [638, 388, 745, 412]
row2-story1-para-5: ಈ ಬೆಳವಣಿಗೆ ರಾಜ್ಯ ಬಿಜೆಪಿಯಲ್ಲಿ ಸಂಚಲನ ಮೂಡಿಸಿದೆ. ಕಾರ್ಯಕರ್ತರಲ್ಲಿ ಗೊಂದಲ ಉಂಟಾಗಿದ್ದು, ಶೀಘ್ರ ಸ್ಪಷ್ಟತೆ ಬೇಕು ಎಂಬ ಒತ್ತಾಯ ಕೇಳಿಬಂದಿದೆ.: [84, 966, 151, 997]
ad-ribbon-text: ಸ್ವಾಗತ ನೀಡುತ್ತಿದೆ ನಮ್ಮ: [638, 25, 691, 33]
lead-kicker: ಆತ್ಮಹತ್ಯೆ ಬೇಡ: ಸರ್ಕಾರ ನಿಮ್ಮ ಜೊತೆಗಿದೆ: ಕಂಪ್ಲೇಂಟ್ ಕೊಡಿ: ಸಿಎಂ ಸಿದ್ದರಾಮಯ್ಯ ಕರೆ: [318, 179, 565, 190]
row2-story3-para-5: ಇದು ದೇಶದಲ್ಲೇ ಮಹತ್ವದ ಹೆಜ್ಜೆ ಎಂದು ವೈದ್ಯಕೀಯ ತಜ್ಞರು ಅಭಿಪ್ರಾಯಪಟ್ಟಿದ್ದಾರೆ. ರೋಗಿಗಳ ಘನತೆ ಕಾಪಾಡುವುದು ಮುಖ್ಯ ಎಂದರು.: [446, 980, 615, 996]
masthead-center: [181, 4, 584, 97]
lead-sidebar-para-2: ಕೃಷಿ ಉತ್ಪನ್ನಗಳಿಗೆ ಸೂಕ್ತ ಬೆಂಬಲ ಬೆಲೆ ನೀಡಬೇಕು. ರಸಗೊಬ್ಬರ ದರ ಇಳಿಸಬೇಕು. ಗ್ರಾಮೀಣ ಭಾಗದ ಯುವಕರಿಗೆ ಉದ್ಯೋಗ ಸೃಷ್ಟಿಸಬೇಕು ಎಂದು ಅವರು ಆಗ್ರಹಿಸಿದರು.: [638, 360, 745, 384]
row2-story3-para-4: ಜೀವ ರಕ್ಷಕ ಸಾಧನಗಳನ್ನು ತೆಗೆದುಹಾಕುವ ಪ್ರಕ್ರಿಯೆಯನ್ನು ನಿಗದಿತ ಮಾರ್ಗಸೂಚಿ ಪ್ರಕಾರ ನಡೆಸಬೇಕು ಎಂದು ಸೂಚಿಸಲಾಗಿದೆ.: [446, 961, 615, 976]
ad-footer: ವಿಳಾಸ: ಹುಬ್ಬಳ್ಳಿ ರಸ್ತೆ, ಧಾರವಾಡ, ಸಂಪರ್ಕಿಸಿ: 76187 72126: [585, 126, 743, 133]
lead-sidebar-para-1: ಎಂದು ವ್ಯಂಗ್ಯವಾಡಿದರು. ಇಂದು ಕೇಂದ್ರ ಸರ್ಕಾರ ಬಜೆಟ್ ಮಂಡಿಸಲಿದ್ದು ರೈತರಿಗೆ, ಯುವಕರಿಗೆ, ಮಹಿಳೆಯರಿಗೆ ಆದ್ಯತೆ ನೀಡಬೇಕು ಎಂದು ಒತ್ತಾಯಿಸಿದರು.: [638, 333, 745, 356]
lead-para-9: ಈ ಸಂದರ್ಭದಲ್ಲಿ ಸುತ್ತೂರು ಶ್ರೀ ಶಿವರಾತ್ರಿ ದೇಶಿಕೇಂದ್ರ ಸ್ವಾಮೀಜಿ, ಸಚಿವರು, ಶಾಸಕರು ಹಾಗೂ ಅಪಾರ ಸಂಖ್ಯೆಯ ಭಕ್ತರು ಉಪಸ್ಥಿತರಿದ್ದರು.: [526, 322, 633, 345]
left-story-2-place: ಮೈಸೂರು:: [62, 419, 80, 426]
lead-col-4: [527, 266, 633, 428]
lead-photo-caption: ಅವರು ಸಂವಿಧಾನ ಜಾರಿ ಸಭೆಯಲ್ಲಿ ಹೇಳಿದರು. ಅವತ್ತಿನ ಅವರು ಮಾಡಿ ಇವತ್ತಿಗೂ ಸತ್ಯ ಎಂದರು.: [362, 375, 499, 381]
row2-story-bjp[interactable]: [6, 852, 232, 1166]
lead-para-3: ಮಾತೃಕ ಸಮಾಜ ನಿರ್ಮಾಣ ಸಂವಿಧಾನ ಮೂಲ ಉದ್ದೇಶ. ಶರಣಕ್ಷೇತ್ರದ ಬಸವಾದಿ ಶರಣರ ಆಶಯವೂ ಅಗಿದೆ. ಇಂದು ಪ್ರತಿಯೊಬ್ಬರೂ ಅರ್ಥ ಮಾಡಿಕೊಂಡು ಬಸವಣ್ಣನವರ ಆಶಯದಂತೆ ಜಾತಿ, ಧರ್ಮದ ಹೆಸರಿನ ಮನುಷ್ಯ ಜಾತಿಯನ್ನು ಹಾಗೂ ಮೌಢ್ಯಗಳನ್ನು ಹೋಯಬೇಕು ಎಂದು ಕರೆ ನೀಡಿದರು.: [250, 266, 357, 306]
bottom-stories-row: [6, 1169, 744, 1451]
row2-story3-para-2: ಸುಪ್ರೀಂಕೋರ್ಟ್ ಆದೇಶದಂತೆ ಕರ್ನಾಟಕದಲ್ಲಿ ಈ ವ್ಯವಸ್ಥೆ ಜಾರಿಯಾಗಲಿದೆ. ಈ ಸಂಬಂಧ ರಾಜ್ಯದ ಆರೋಗ್ಯ ಇಲಾಖೆ ಆದೇಶ ಹೊರಡಿಸಿದೆ.: [446, 914, 535, 937]
ad-top-strip: ಅಧಿಕ ಇಳುವರಿ ಕೃಷಿಯ ರಹಸ್ಯ ಅಡಗಿದೆ ಸಲಕರಣೆಗಳಲ್ಲಿ: [585, 5, 743, 16]
ad-photo-plough: [588, 73, 637, 121]
masthead: [6, 4, 744, 152]
row2-story1-headline: ಬಿವೈಎ ವಿರೋಧಿಗಳಿಂದ 2 ದಿನದಲ್ಲಿ ರಾಜ್ಯಾಧ್ಯಕ್ಷ ಸ್ಥಾನಕ್ಕೆ ಅಭ್ಯರ್ಥಿ ಘೋಷಣೆ: [11, 852, 214, 878]
highlight-box[interactable]: [638, 266, 744, 328]
info-kn-date: 01–02–2025: [96, 160, 135, 167]
left-story-2-headline: ಮುಡಾ ಪ್ರಕರಣದಲ್ಲಿ ನನ್ನ ಪಾತ್ರವಿಲ್ಲ: ಸಚಿವ ಮಹದೇವಪ್ಪ: [6, 390, 116, 414]
row3-story1-p8: ಆರ್ಥಿಕ ಸಮೀಕ್ಷೆ 2025-26 ರಲ್ಲಿ ಬೆಳವಣಿಗೆ ದರ ಶೇ 6.5 ಇರಲಿದೆ ಎಂದು ಅಂದಾಜಿಸಲಾಗಿದೆ. ಹಣದುಬ್ಬರ ನಿಯಂತ್ರಣದಲ್ಲಿದೆ ಎಂದು ತಿಳಿಸಿದೆ.: [263, 1220, 371, 1243]
raid-photo-house: [496, 1194, 620, 1272]
